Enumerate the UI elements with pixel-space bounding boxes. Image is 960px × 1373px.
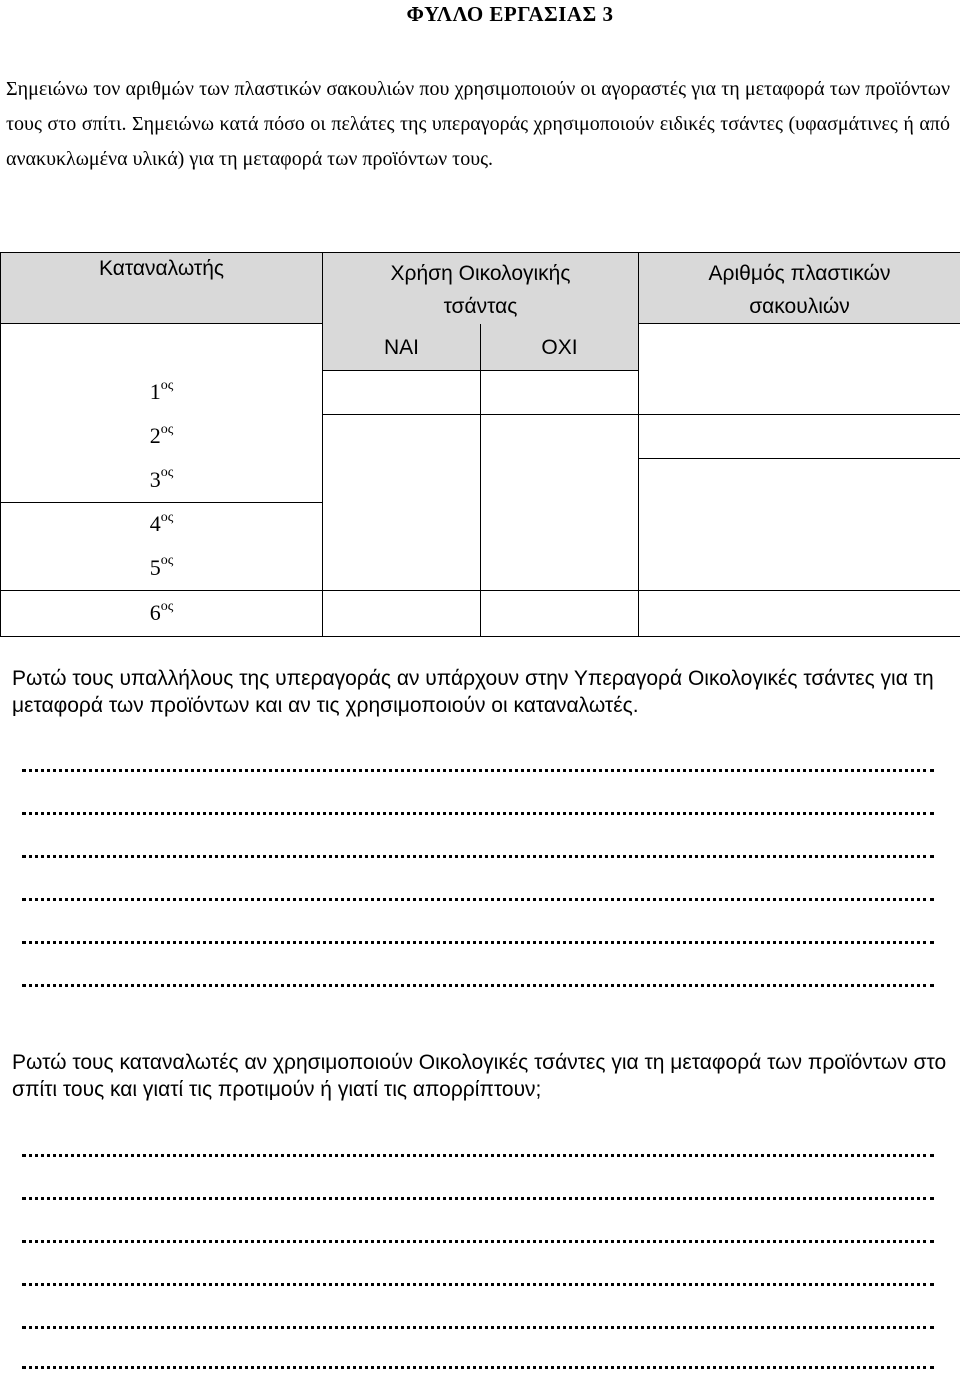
no-cell[interactable] <box>481 370 639 414</box>
header-eco-bag-use <box>323 253 639 324</box>
answer-line[interactable] <box>22 849 934 858</box>
answer-line[interactable] <box>22 1191 934 1200</box>
count-cell[interactable] <box>639 590 960 636</box>
answer-line[interactable] <box>22 1277 934 1286</box>
header-plastic-bag-count <box>639 253 960 324</box>
answer-line[interactable] <box>22 935 934 944</box>
header-no: ΟΧΙ <box>481 324 639 371</box>
consumer-number-cell: $6^{o\varsigma}$ <box>1 590 323 636</box>
yes-cell[interactable] <box>323 458 481 502</box>
worksheet-title: ΦΥΛΛΟ ΕΡΓΑΣΙΑΣ 3 <box>406 2 614 26</box>
table-row <box>1 414 960 458</box>
answer-line[interactable] <box>22 763 934 772</box>
no-cell[interactable] <box>481 590 639 636</box>
yes-cell[interactable] <box>323 590 481 636</box>
consumer-number-cell: $4^{o\varsigma}$ <box>1 502 323 546</box>
consumer-subheader-empty <box>1 324 323 371</box>
header-count-line2: σακουλιών <box>749 295 850 318</box>
answer-line[interactable] <box>22 1320 934 1329</box>
header-eco-bag-use-line1: Χρήση Οικολογικής <box>390 262 571 285</box>
consumer-number-cell: $5^{o\varsigma}$ <box>1 546 323 590</box>
table-row <box>1 502 960 546</box>
answer-line[interactable] <box>22 1360 934 1369</box>
answer-line[interactable] <box>22 1234 934 1243</box>
table-row <box>1 546 960 590</box>
count-cell[interactable] <box>639 370 960 414</box>
yes-cell[interactable] <box>323 546 481 590</box>
no-cell[interactable] <box>481 546 639 590</box>
yes-cell[interactable] <box>323 414 481 458</box>
table-row <box>1 370 960 414</box>
count-cell[interactable] <box>639 502 960 546</box>
no-cell[interactable] <box>481 458 639 502</box>
table-row <box>1 458 960 502</box>
question-employees: Ρωτώ τους υπαλλήλους της υπεραγοράς αν υπάρχουν στην Υπεραγορά Οικολογικές τσάντες για τη μεταφορά των προϊόντων και αν τις χρησιμοποιούν οι καταναλωτές. <box>12 667 934 717</box>
question-consumers: Ρωτώ τους καταναλωτές αν χρησιμοποιούν Οικολογικές τσάντες για τη μεταφορά των προϊόντων στο σπίτι τους και γιατί τις προτιμούν ή γιατί τις απορρίπτουν; <box>12 1051 947 1101</box>
count-cell[interactable] <box>639 546 960 590</box>
count-cell[interactable] <box>639 414 960 458</box>
survey-table <box>0 252 960 637</box>
intro-paragraph: Σημειώνω τον αριθμών των πλαστικών σακουλιών που χρησιμοποιούν οι αγοραστές για τη μεταφορά των προϊόντων τους στο σπίτι. Σημειώνω κατά πόσο οι πελάτες της υπεραγοράς χρησιμοποιούν ειδικές τσάντες (υφασμάτινες ή από ανακυκλωμένα υλικά) για τη μεταφορά των προϊόντων τους. <box>6 78 950 170</box>
yes-cell[interactable] <box>323 370 481 414</box>
count-subheader-empty <box>639 324 960 371</box>
header-count-line1: Αριθμός πλαστικών <box>708 262 891 285</box>
consumer-number-cell: $1^{o\varsigma}$ <box>1 370 323 414</box>
header-eco-bag-use-line2: τσάντας <box>443 295 518 318</box>
consumer-number-cell: $2^{o\varsigma}$ <box>1 414 323 458</box>
count-cell[interactable] <box>639 458 960 502</box>
table-row <box>1 590 960 636</box>
answer-line[interactable] <box>22 978 934 987</box>
header-consumer: Καταναλωτής <box>1 253 323 324</box>
answer-line[interactable] <box>22 892 934 901</box>
no-cell[interactable] <box>481 502 639 546</box>
consumer-number-cell: $3^{o\varsigma}$ <box>1 458 323 502</box>
yes-cell[interactable] <box>323 502 481 546</box>
no-cell[interactable] <box>481 414 639 458</box>
header-yes: ΝΑΙ <box>323 324 481 371</box>
answer-line[interactable] <box>22 1148 934 1157</box>
answer-line[interactable] <box>22 806 934 815</box>
